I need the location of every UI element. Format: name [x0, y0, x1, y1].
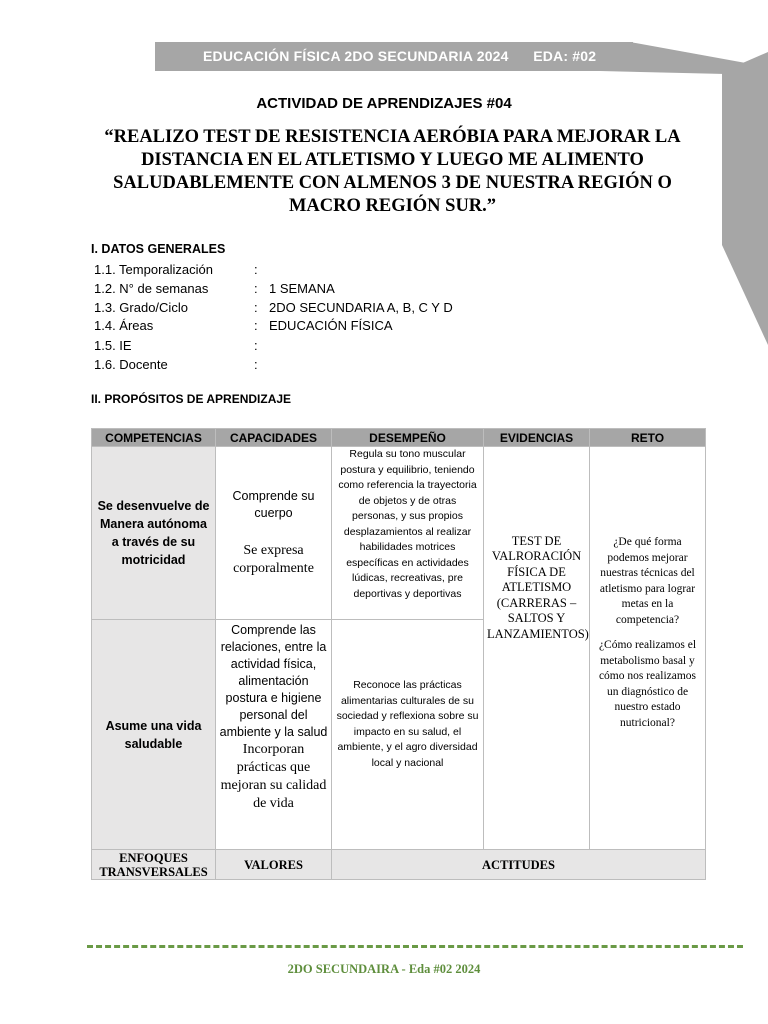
- capacidad-text: Comprende las relaciones, entre la actividad física, alimentación postura e higiene personal del ambiente y la salud: [219, 623, 328, 739]
- reto-text: ¿Cómo realizamos el metabolismo basal y cómo nos realizamos un diagnóstico de nuestro estado nutricional?: [598, 639, 697, 729]
- reto-text: ¿De qué forma podemos mejorar nuestras técnicas del atletismo para lograr metas en la competencia?: [599, 536, 696, 626]
- evidencias-cell: [484, 447, 590, 850]
- enfoques-text: ENFOQUES TRANSVERSALES: [99, 850, 208, 879]
- capacidad-text: Se expresa corporalmente: [233, 543, 314, 576]
- datos-sep: :: [254, 281, 258, 296]
- capacidad-text: Comprende su cuerpo: [232, 489, 315, 520]
- capacidad-cell: [216, 620, 332, 850]
- footer-text: 2DO SECUNDAIRA - Eda #02 2024: [287, 962, 481, 976]
- column-header: EVIDENCIAS: [484, 429, 590, 447]
- datos-value: 2DO SECUNDARIA A, B, C Y D: [269, 300, 453, 315]
- valores-text: VALORES: [244, 857, 303, 872]
- desempeno-text: Regula su tono muscular postura y equilibrio, teniendo como referencia la trayectoria de objetos y de otras personas, y sus propios desplazamientos al realizar habilidades motrices específicas en actividades lúdicas, recreativas, pre deportivas y deportivas: [338, 448, 477, 600]
- reto-cell: [590, 447, 706, 850]
- datos-sep: :: [254, 300, 258, 315]
- datos-row: [94, 279, 335, 298]
- datos-label: 1.1. Temporalización: [94, 262, 213, 277]
- datos-row: [94, 316, 393, 335]
- enfoques-cell: [92, 850, 216, 880]
- competencia-text: Asume una vida saludable: [105, 718, 202, 751]
- datos-sep: :: [254, 338, 258, 353]
- main-title: “REALIZO TEST DE RESISTENCIA AERÓBIA PARA MEJORAR LA DISTANCIA EN EL ATLETISMO Y LUEGO ME ALIMENTO SALUDABLEMENTE CON ALMENOS 3 DE NUESTRA REGIÓN O MACRO REGIÓN SUR.”: [104, 127, 681, 216]
- competencia-cell: [92, 447, 216, 620]
- column-header: CAPACIDADES: [216, 429, 332, 447]
- column-header: COMPETENCIAS: [92, 429, 216, 447]
- table-row: [92, 850, 706, 880]
- propositos-table: [91, 428, 706, 880]
- desempeno-text: Reconoce las prácticas alimentarias culturales de su sociedad y reflexiona sobre su impacto en su salud, el ambiente, y el agro diversidad local y nacional: [336, 679, 479, 769]
- datos-row: [94, 298, 453, 317]
- footer-divider: [87, 945, 743, 948]
- actitudes-cell: [332, 850, 706, 880]
- desempeno-cell: [332, 620, 484, 850]
- datos-label: 1.6. Docente: [94, 357, 168, 372]
- header-banner-text: EDUCACIÓN FÍSICA 2DO SECUNDARIA 2024 EDA: #02: [203, 48, 597, 64]
- column-header: RETO: [590, 429, 706, 447]
- valores-cell: [216, 850, 332, 880]
- competencia-cell: [92, 620, 216, 850]
- section-heading-propositos: II. PROPÓSITOS DE APRENDIZAJE: [91, 392, 292, 406]
- desempeno-cell: [332, 447, 484, 620]
- table-header-row: [92, 429, 706, 447]
- capacidad-text: Incorporan prácticas que mejoran su calidad de vida: [220, 742, 327, 811]
- datos-sep: :: [254, 357, 258, 372]
- datos-row: [94, 260, 269, 279]
- datos-sep: :: [254, 318, 258, 333]
- activity-title: ACTIVIDAD DE APRENDIZAJES #04: [256, 95, 512, 112]
- column-header: DESEMPEÑO: [332, 429, 484, 447]
- capacidad-cell: [216, 447, 332, 620]
- datos-row: [94, 355, 269, 374]
- datos-label: 1.4. Áreas: [94, 318, 154, 333]
- datos-sep: :: [254, 262, 258, 277]
- actitudes-text: ACTITUDES: [482, 857, 555, 872]
- datos-label: 1.2. N° de semanas: [94, 281, 209, 296]
- datos-row: [94, 336, 269, 355]
- section-heading-datos-generales: I. DATOS GENERALES: [91, 242, 226, 256]
- datos-value: 1 SEMANA: [269, 281, 335, 296]
- competencia-text: Se desenvuelve de Manera autónoma a través de su motricidad: [97, 499, 210, 567]
- table-row: [92, 447, 706, 620]
- evidencias-text: TEST DE VALRORACIÓN FÍSICA DE ATLETISMO (CARRERAS – SALTOS Y LANZAMIENTOS): [487, 533, 589, 641]
- datos-label: 1.3. Grado/Ciclo: [94, 300, 188, 315]
- datos-value: EDUCACIÓN FÍSICA: [269, 318, 393, 333]
- datos-label: 1.5. IE: [94, 338, 132, 353]
